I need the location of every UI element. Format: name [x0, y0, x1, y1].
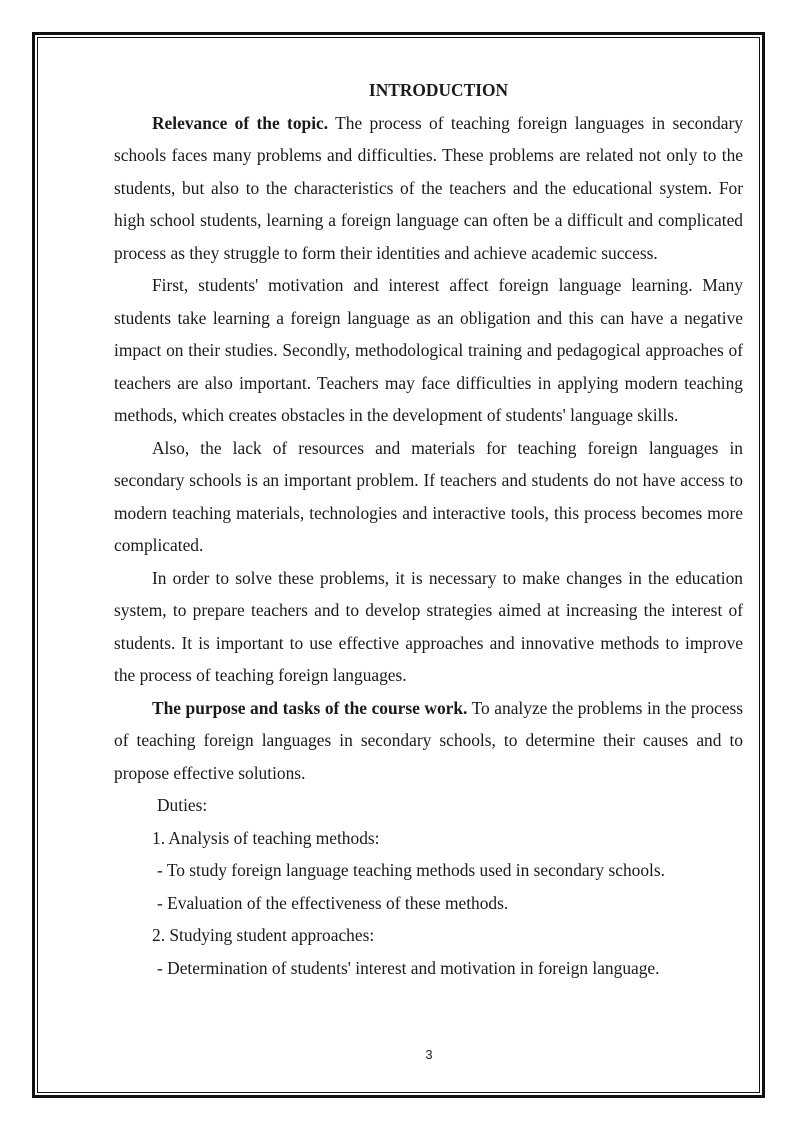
duty-item: 1. Analysis of teaching methods:	[152, 827, 380, 848]
body-paragraph: First, students' motivation and interest affect foreign language learning. Many students take learning a foreign language as an obligation and this can have a negative impact on their studies. Secondly, methodological training and pedagogical approaches of teachers are also important. Teachers may face difficulties in applying modern teaching methods, which creates obstacles in the development of students' language skills.	[114, 275, 743, 425]
duty-subitem: - To study foreign language teaching methods used in secondary schools.	[157, 860, 665, 880]
relevance-label: Relevance of the topic.	[152, 112, 329, 133]
duty-item: 2. Studying student approaches:	[152, 925, 375, 945]
duties-label: Duties:	[157, 795, 208, 815]
duty-subitem: - Determination of students' interest and motivation in foreign language.	[157, 957, 660, 978]
purpose-paragraph	[114, 692, 743, 790]
section-heading: INTRODUCTION	[368, 80, 509, 100]
purpose-label: The purpose and tasks of the course work.	[152, 697, 468, 718]
page-number: 3	[425, 1047, 433, 1062]
body-paragraph: Also, the lack of resources and materials for teaching foreign languages in secondary schools is an important problem. If teachers and students do not have access to modern teaching materials, technologies and interactive tools, this process becomes more complicated.	[114, 437, 743, 555]
purpose-text: To analyze the problems in the process of teaching foreign languages in secondary schools, to determine their causes and to propose effective solutions.	[114, 697, 743, 783]
relevance-paragraph	[114, 107, 743, 270]
body-paragraph: In order to solve these problems, it is necessary to make changes in the education system, to prepare teachers and to develop strategies aimed at increasing the interest of students. It is important to use effective approaches and innovative methods to improve the process of teaching foreign languages.	[114, 567, 743, 685]
page-content	[114, 74, 743, 984]
relevance-text: The process of teaching foreign languages in secondary schools faces many problems and difficulties. These problems are related not only to the students, but also to the characteristics of the teachers and the educational system. For high school students, learning a foreign language can often be a difficult and complicated process as they struggle to form their identities and achieve academic success.	[114, 112, 743, 263]
duty-subitem: - Evaluation of the effectiveness of these methods.	[157, 892, 509, 913]
